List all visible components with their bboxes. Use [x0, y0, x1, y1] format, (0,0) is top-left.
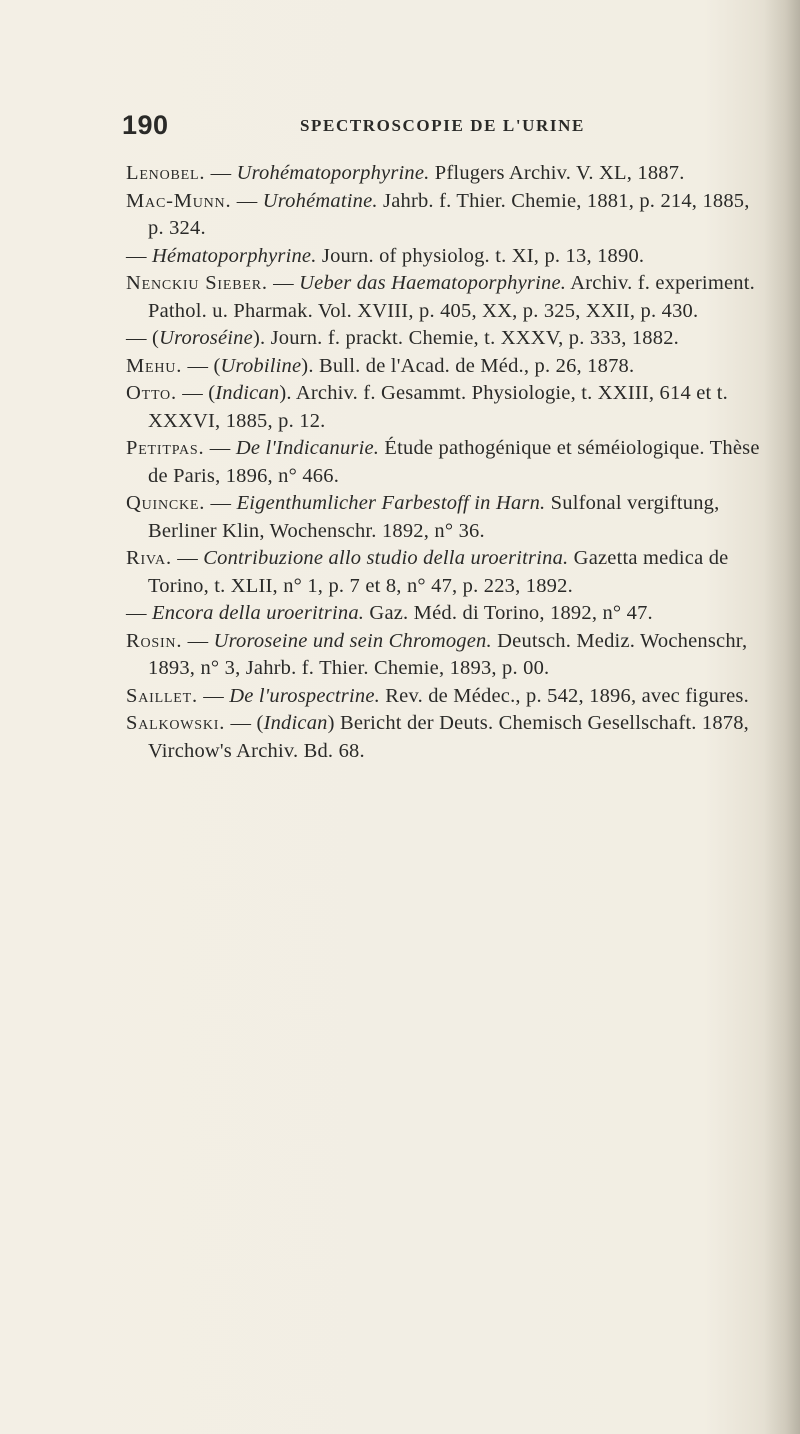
- running-title: SPECTROSCOPIE DE L'URINE: [300, 116, 585, 135]
- entry-separator: —: [126, 602, 153, 624]
- entry-author: Riva.: [126, 547, 172, 569]
- entry-separator: —: [267, 272, 300, 294]
- entry-title: Uroroséine: [159, 327, 253, 349]
- bibliography-entry: [126, 353, 766, 381]
- entry-reference: Rev. de Médec., p. 542, 1896, avec figures.: [379, 684, 749, 707]
- bibliography-entry: [126, 270, 766, 325]
- entry-reference: Deutsch. Mediz. Wochenschr, 1893, n° 3, Jahrb. f. Thier. Chemie, 1893, p. 00.: [148, 629, 748, 679]
- entry-reference: Jahrb. f. Thier. Chemie, 1881, p. 214, 1885, p. 324.: [148, 189, 750, 239]
- bibliography-entry: [126, 188, 766, 243]
- entry-separator: —: [126, 244, 153, 267]
- entry-reference: Sulfonal vergiftung, Berliner Klin, Wochenschr. 1892, n° 36.: [148, 492, 720, 542]
- entry-title: Uroroseine und sein Chromogen.: [213, 629, 492, 652]
- bibliography-entry: [126, 490, 766, 545]
- entry-author: Nenckiu Sieber.: [126, 272, 268, 294]
- entry-separator: —: [182, 629, 214, 652]
- bibliography-entry: [126, 710, 766, 765]
- entry-title: Encora della uroeritrina.: [152, 602, 365, 624]
- bibliography-entry: [126, 380, 766, 435]
- entry-title: Indican: [263, 712, 328, 734]
- entry-separator: —: [171, 547, 204, 569]
- bibliography-entry: [126, 545, 766, 600]
- page-header: [122, 110, 742, 146]
- page-number: 190: [122, 110, 169, 140]
- entry-author: Rosin.: [126, 629, 183, 652]
- entry-separator: —: [204, 437, 236, 459]
- entry-title: Indican: [215, 382, 280, 404]
- entry-reference: Étude pathogénique et séméiologique. Thèse de Paris, 1896, n° 466.: [148, 437, 760, 487]
- bibliography-list: [126, 160, 766, 765]
- entry-title: Ueber das Haematoporphyrine.: [299, 272, 567, 294]
- entry-author: Otto.: [126, 382, 177, 404]
- entry-separator: — (: [225, 712, 264, 734]
- entry-title: De l'urospectrine.: [229, 684, 380, 707]
- entry-title: De l'Indicanurie.: [235, 437, 380, 459]
- entry-separator: —: [231, 189, 263, 212]
- entry-separator: —: [197, 684, 230, 707]
- entry-reference: Gaz. Méd. di Torino, 1892, n° 47.: [364, 602, 653, 624]
- entry-title: Hématoporphyrine.: [152, 244, 317, 267]
- entry-title: Contribuzione allo studio della uroeritrina.: [203, 547, 569, 569]
- entry-reference: Journ. of physiolog. t. XI, p. 13, 1890.: [316, 244, 645, 267]
- entry-author: Petitpas.: [126, 437, 205, 459]
- entry-reference: ). Journ. f. prackt. Chemie, t. XXXV, p. 333, 1882.: [252, 327, 679, 349]
- entry-author: Quincke.: [126, 492, 206, 514]
- entry-title: Urobiline: [220, 354, 302, 377]
- entry-reference: Archiv. f. experiment. Pathol. u. Pharmak. Vol. XVIII, p. 405, XX, p. 325, XXII, p. 430.: [148, 272, 755, 322]
- entry-author: Mehu.: [126, 354, 183, 377]
- entry-reference: ) Bericht der Deuts. Chemisch Gesellschaft. 1878, Virchow's Archiv. Bd. 68.: [148, 712, 750, 762]
- entry-separator: —: [205, 492, 237, 514]
- entry-reference: Gazetta medica de Torino, t. XLII, n° 1, p. 7 et 8, n° 47, p. 223, 1892.: [148, 547, 729, 597]
- bibliography-entry: [126, 683, 766, 711]
- bibliography-entry: [126, 600, 766, 628]
- entry-title: Eigenthumlicher Farbestoff in Harn.: [236, 492, 546, 514]
- entry-author: Lenobel.: [126, 162, 206, 184]
- bibliography-entry: [126, 628, 766, 683]
- bibliography-entry: [126, 435, 766, 490]
- entry-reference: Pflugers Archiv. V. XL, 1887.: [429, 162, 685, 184]
- entry-author: Saillet.: [126, 684, 198, 707]
- entry-separator: — (: [126, 327, 160, 349]
- bibliography-entry: [126, 243, 766, 271]
- entry-reference: ). Archiv. f. Gesammt. Physiologie, t. XXIII, 614 et t. XXXVI, 1885, p. 12.: [148, 382, 728, 432]
- entry-separator: —: [205, 162, 237, 184]
- entry-author: Mac-Munn.: [126, 189, 232, 212]
- page-edge-shadow: [764, 0, 800, 1434]
- bibliography-entry: [126, 325, 766, 353]
- entry-title: Urohématine.: [262, 189, 378, 212]
- entry-separator: — (: [182, 354, 221, 377]
- entry-separator: — (: [176, 382, 216, 404]
- entry-author: Salkowski.: [126, 712, 226, 734]
- entry-reference: ). Bull. de l'Acad. de Méd., p. 26, 1878.: [301, 354, 635, 377]
- bibliography-entry: [126, 160, 766, 188]
- entry-title: Urohématoporphyrine.: [236, 162, 430, 184]
